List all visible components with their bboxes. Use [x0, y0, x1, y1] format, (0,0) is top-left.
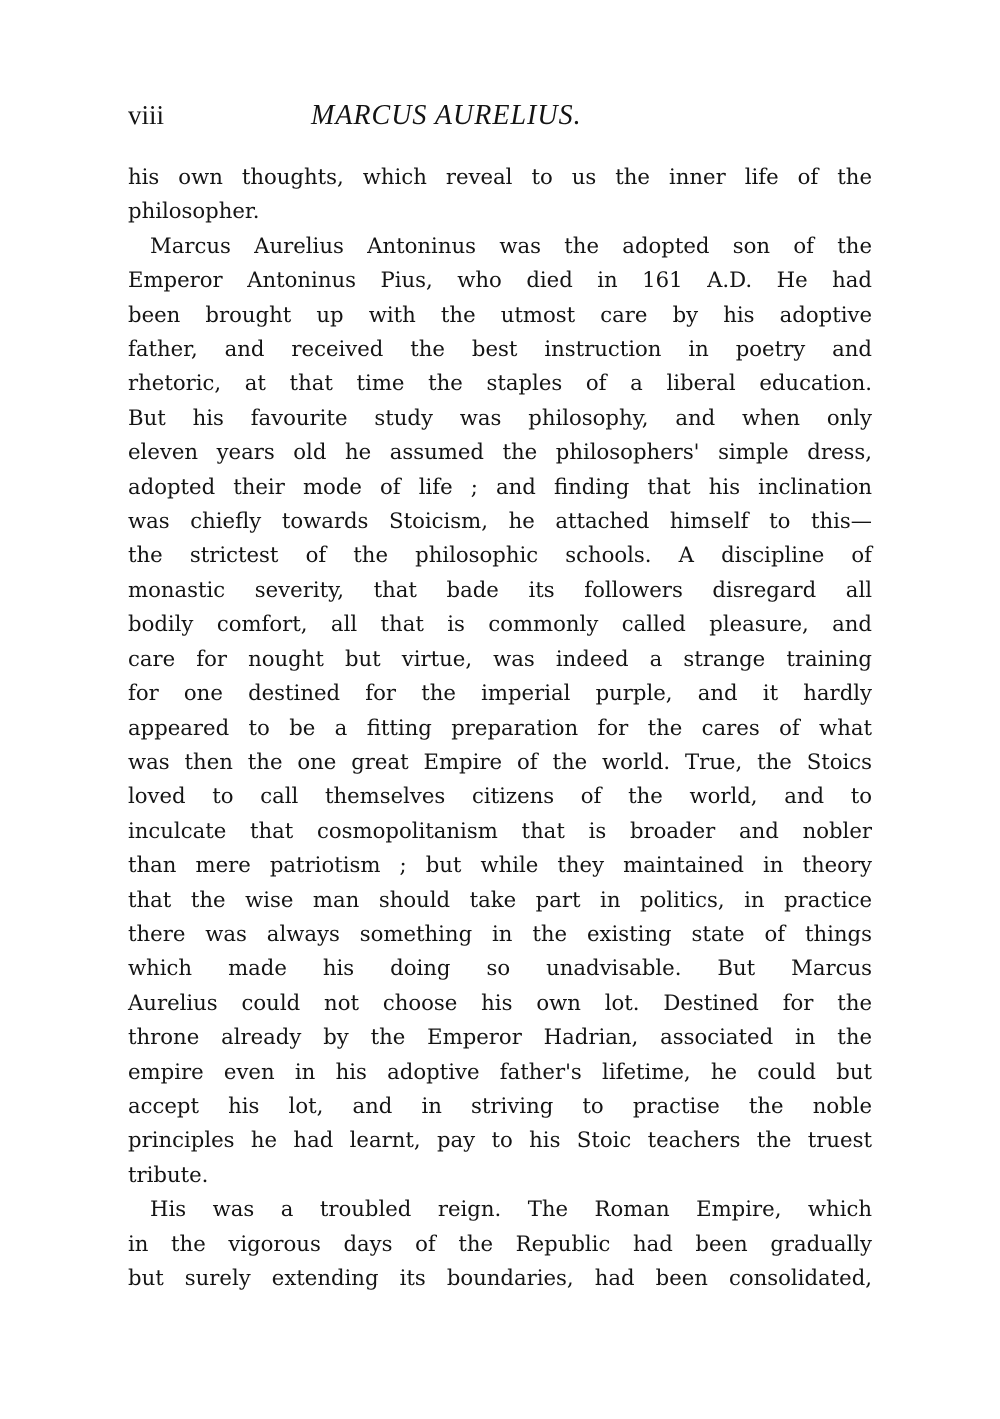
text-line: father, and received the best instruction in poetry and: [128, 336, 872, 362]
text-line: but surely extending its boundaries, had been consolidated,: [128, 1265, 872, 1290]
text-line: throne already by the Emperor Hadrian, associated in the: [128, 1024, 872, 1050]
text-line: Emperor Antoninus Pius, who died in 161 A.D. He had: [128, 267, 872, 293]
page-number: viii: [128, 100, 165, 130]
paragraph-3: [128, 1192, 872, 1295]
text-line: appeared to be a fitting preparation for the cares of what: [128, 714, 872, 740]
running-title: MARCUS AURELIUS.: [311, 100, 582, 131]
text-line: philosopher.: [128, 198, 260, 224]
text-line: monastic severity, that bade its followers disregard all: [128, 576, 872, 602]
text-line: which made his doing so unadvisable. But Marcus: [128, 955, 872, 981]
text-line: there was always something in the existing state of things: [128, 920, 872, 946]
text-line: was chiefly towards Stoicism, he attached himself to this—: [128, 508, 872, 534]
text-line: the strictest of the philosophic schools. A discipline of: [128, 542, 872, 568]
book-page: [128, 100, 872, 1295]
text-line: tribute.: [128, 1161, 209, 1187]
text-line: than mere patriotism ; but while they maintained in theory: [128, 852, 872, 878]
text-line: rhetoric, at that time the staples of a liberal education.: [128, 370, 872, 396]
text-line: inculcate that cosmopolitanism that is broader and nobler: [128, 817, 872, 843]
body-text: [128, 160, 872, 1295]
text-line: care for nought but virtue, was indeed a strange training: [128, 645, 872, 671]
text-line: been brought up with the utmost care by his adoptive: [128, 301, 872, 327]
text-line: His was a troubled reign. The Roman Empire, which: [150, 1196, 872, 1222]
text-line: principles he had learnt, pay to his Stoic teachers the truest: [128, 1127, 872, 1153]
paragraph-1: [128, 160, 872, 229]
text-line: loved to call themselves citizens of the world, and to: [128, 783, 872, 809]
text-line: was then the one great Empire of the world. True, the Stoics: [128, 748, 872, 774]
page-header: [128, 100, 872, 140]
paragraph-2: [128, 229, 872, 1192]
text-line: eleven years old he assumed the philosophers' simple dress,: [128, 439, 872, 465]
text-line: empire even in his adoptive father's lifetime, he could but: [128, 1058, 872, 1084]
text-line: Marcus Aurelius Antoninus was the adopted son of the: [150, 232, 872, 258]
text-line: adopted their mode of life ; and finding that his inclination: [128, 473, 872, 499]
text-line: his own thoughts, which reveal to us the inner life of the: [128, 164, 872, 189]
text-line: in the vigorous days of the Republic had been gradually: [128, 1230, 872, 1256]
text-line: for one destined for the imperial purple, and it hardly: [128, 680, 872, 706]
text-line: accept his lot, and in striving to practise the noble: [128, 1092, 872, 1118]
text-line: But his favourite study was philosophy, and when only: [128, 404, 872, 430]
text-line: bodily comfort, all that is commonly called pleasure, and: [128, 611, 872, 637]
text-line: Aurelius could not choose his own lot. Destined for the: [128, 989, 872, 1015]
text-line: that the wise man should take part in politics, in practice: [128, 886, 872, 912]
